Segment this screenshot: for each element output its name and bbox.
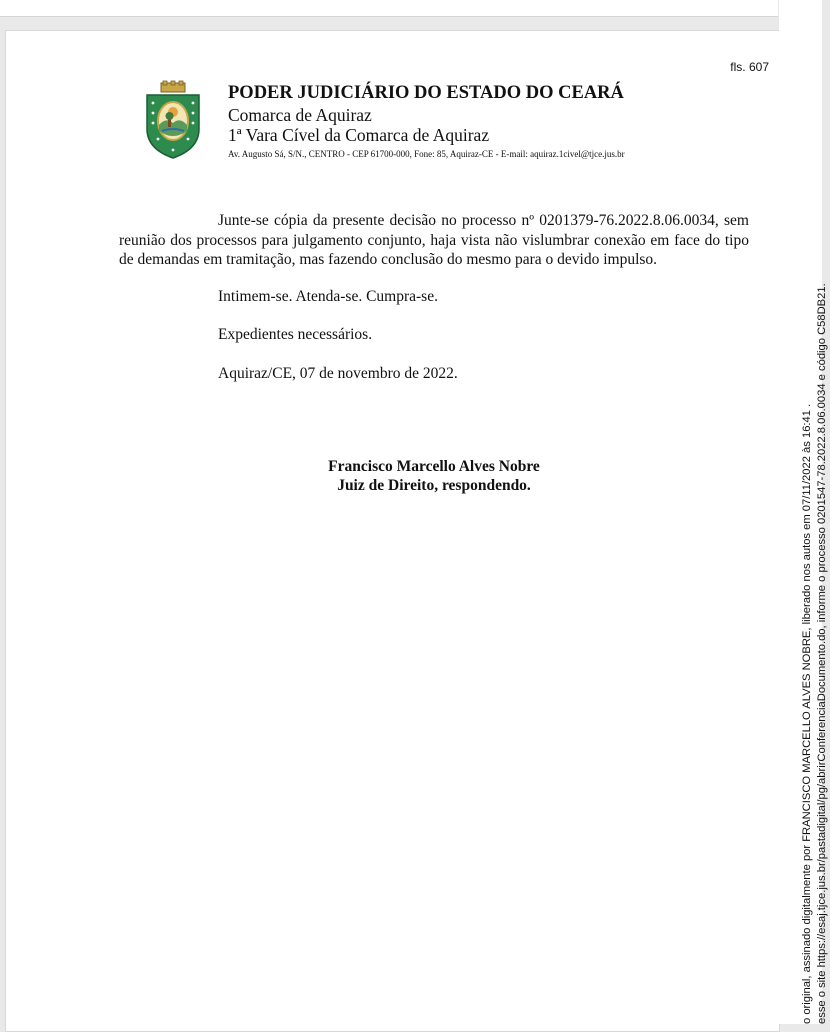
comarca-name: Comarca de Aquiraz: [228, 105, 372, 125]
signature-block: [119, 457, 749, 495]
decision-body: [119, 211, 749, 383]
ceara-coat-of-arms-icon: [144, 81, 202, 159]
page-number: fls. 607: [730, 60, 769, 74]
court-title: PODER JUDICIÁRIO DO ESTADO DO CEARÁ: [228, 83, 624, 103]
expedientes-paragraph: Expedientes necessários.: [218, 326, 373, 343]
digital-signature-stamp: [779, 0, 828, 1024]
court-header: [228, 81, 625, 161]
place-date-paragraph: Aquiraz/CE, 07 de novembro de 2022.: [218, 364, 458, 382]
court-address: Av. Augusto Sá, S/N., CENTRO - CEP 61700-000, Fone: 85, Aquiraz-CE - E-mail: aquiraz.1civel@tjce.jus.br: [228, 149, 625, 159]
decision-paragraph: Junte-se cópia da presente decisão no processo nº 0201379-76.2022.8.06.0034, sem reunião dos processos para julgamento conjunto, haja vista não vislumbrar conexão em face do tipo de demandas em tramitação, mas fazendo conclusão do mesmo para o devido impulso.: [119, 212, 749, 268]
orders-paragraph: Intimem-se. Atenda-se. Cumpra-se.: [218, 287, 438, 305]
digital-signature-line-2: esse o site https://esaj.tjce.jus.br/pastadigital/pg/abrirConferenciaDocumento.do, informe o processo 0201547-78.2022.8.06.0034 e código C58DB21.: [816, 283, 828, 1024]
judge-role: Juiz de Direito, respondendo.: [337, 477, 531, 494]
previous-page-edge: [0, 0, 778, 17]
digital-signature-line-1: o original, assinado digitalmente por FRANCISCO MARCELLO ALVES NOBRE, liberado nos autos em 07/11/2022 às 16:41 .: [801, 403, 813, 1024]
judge-name: Francisco Marcello Alves Nobre: [328, 458, 540, 475]
vara-name: 1ª Vara Cível da Comarca de Aquiraz: [228, 125, 490, 145]
document-page: [5, 30, 780, 1032]
